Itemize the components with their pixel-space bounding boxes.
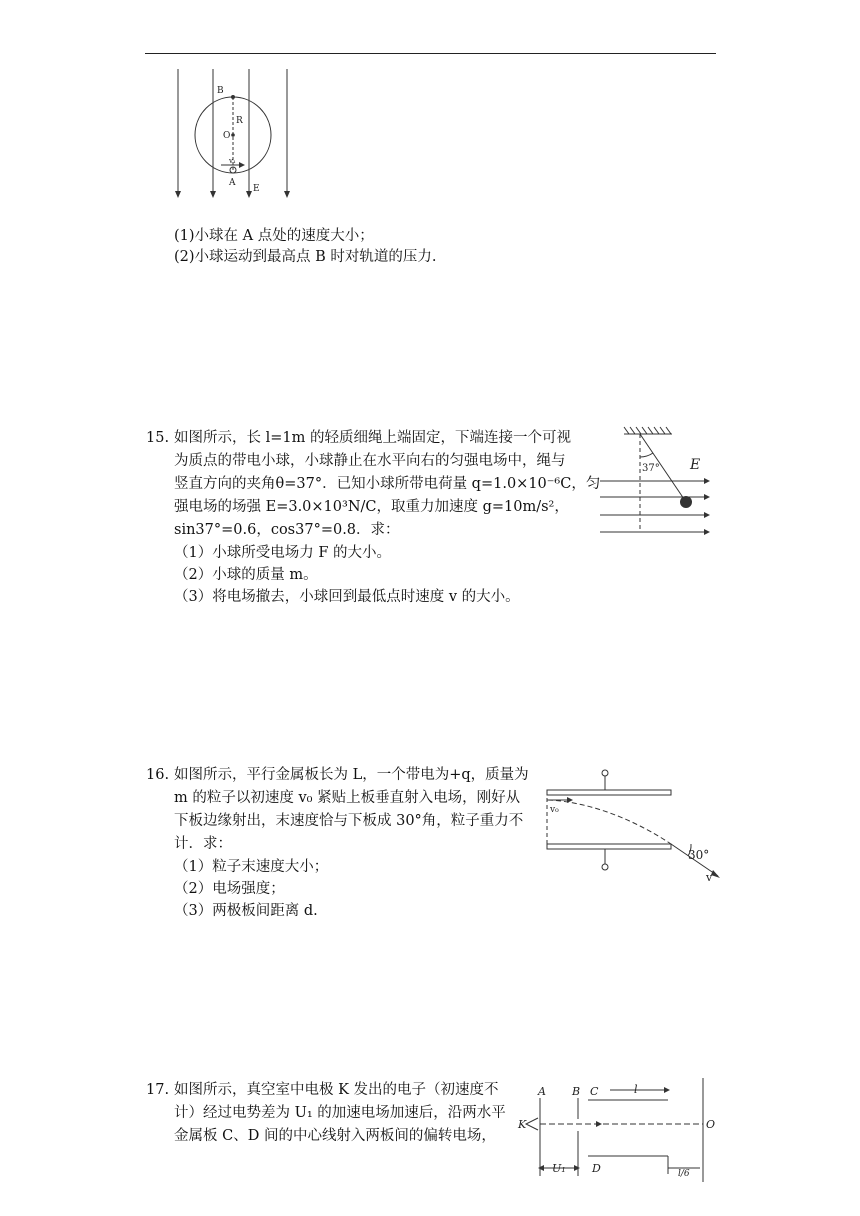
deflection-figure [518,1076,720,1186]
angle-30-label: 30° [688,848,710,862]
label-a: A [229,178,236,188]
label-l: l [634,1083,638,1096]
label-o: O [706,1118,716,1131]
label-b: B [217,86,224,96]
parallel-plates-figure [543,764,728,894]
q16-part-1: （1）粒子末速度大小； [174,859,329,875]
v0-label: v₀ [550,805,559,815]
label-r: R [236,116,243,126]
label-b: B [572,1085,581,1098]
q16-line-2: m 的粒子以初速度 v₀ 紧贴上板垂直射入电场，刚好从 [174,790,521,806]
q16-line-3: 下板边缘射出，末速度恰与下板成 30°角，粒子重力不 [174,813,524,829]
q15-line-3: 竖直方向的夹角θ=37°．已知小球所带电荷量 q=1.0×10⁻⁶C，匀 [174,476,601,492]
q16-part-2: （2）电场强度； [174,881,285,897]
v-label: v [706,871,713,884]
q15-part-1: （1）小球所受电场力 F 的大小。 [174,545,392,561]
q15-line-2: 为质点的带电小球，小球静止在水平向右的匀强电场中，绳与 [174,453,566,469]
q14-line-1: (1)小球在 A 点处的速度大小； [174,228,374,244]
q16-line-4: 计．求： [174,836,232,852]
q17-line-1: 如图所示，真空室中电极 K 发出的电子（初速度不 [174,1082,499,1098]
label-o: O [223,131,231,141]
q15-number: 15. [146,430,170,446]
label-k: K [518,1118,527,1131]
q15-line-4: 强电场的场强 E=3.0×10³N/C，取重力加速度 g=10m/s²， [174,499,569,515]
field-label-e: E [690,457,701,473]
label-l6: l/6 [678,1169,690,1179]
q15-line-5: sin37°=0.6，cos37°=0.8．求： [174,522,400,538]
q17-line-3: 金属板 C、D 间的中心线射入两板间的偏转电场， [174,1128,496,1144]
q16-number: 16. [146,767,170,783]
pendulum-field-figure [596,425,716,537]
label-a: A [538,1085,546,1098]
circle-track-figure [165,65,305,205]
q16-line-1: 如图所示，平行金属板长为 L，一个带电为+q，质量为 [174,767,529,783]
q15-line-1: 如图所示，长 l=1m 的轻质细绳上端固定，下端连接一个可视 [174,430,571,446]
label-v1: v₁ [229,157,236,165]
header-rule [145,53,716,54]
q17-number: 17. [146,1082,170,1098]
angle-label: 37° [642,463,660,474]
label-c: C [590,1085,599,1098]
label-u1: U₁ [552,1162,566,1175]
label-e: E [253,184,260,194]
q14-line-2: (2)小球运动到最高点 B 时对轨道的压力. [174,249,437,265]
q15-part-2: （2）小球的质量 m。 [174,567,318,583]
q15-part-3: （3）将电场撤去，小球回到最低点时速度 v 的大小。 [174,589,520,605]
label-d: D [592,1162,601,1175]
q16-part-3: （3）两极板间距离 d. [174,903,318,919]
q17-line-2: 计）经过电势差为 U₁ 的加速电场加速后，沿两水平 [174,1105,506,1121]
